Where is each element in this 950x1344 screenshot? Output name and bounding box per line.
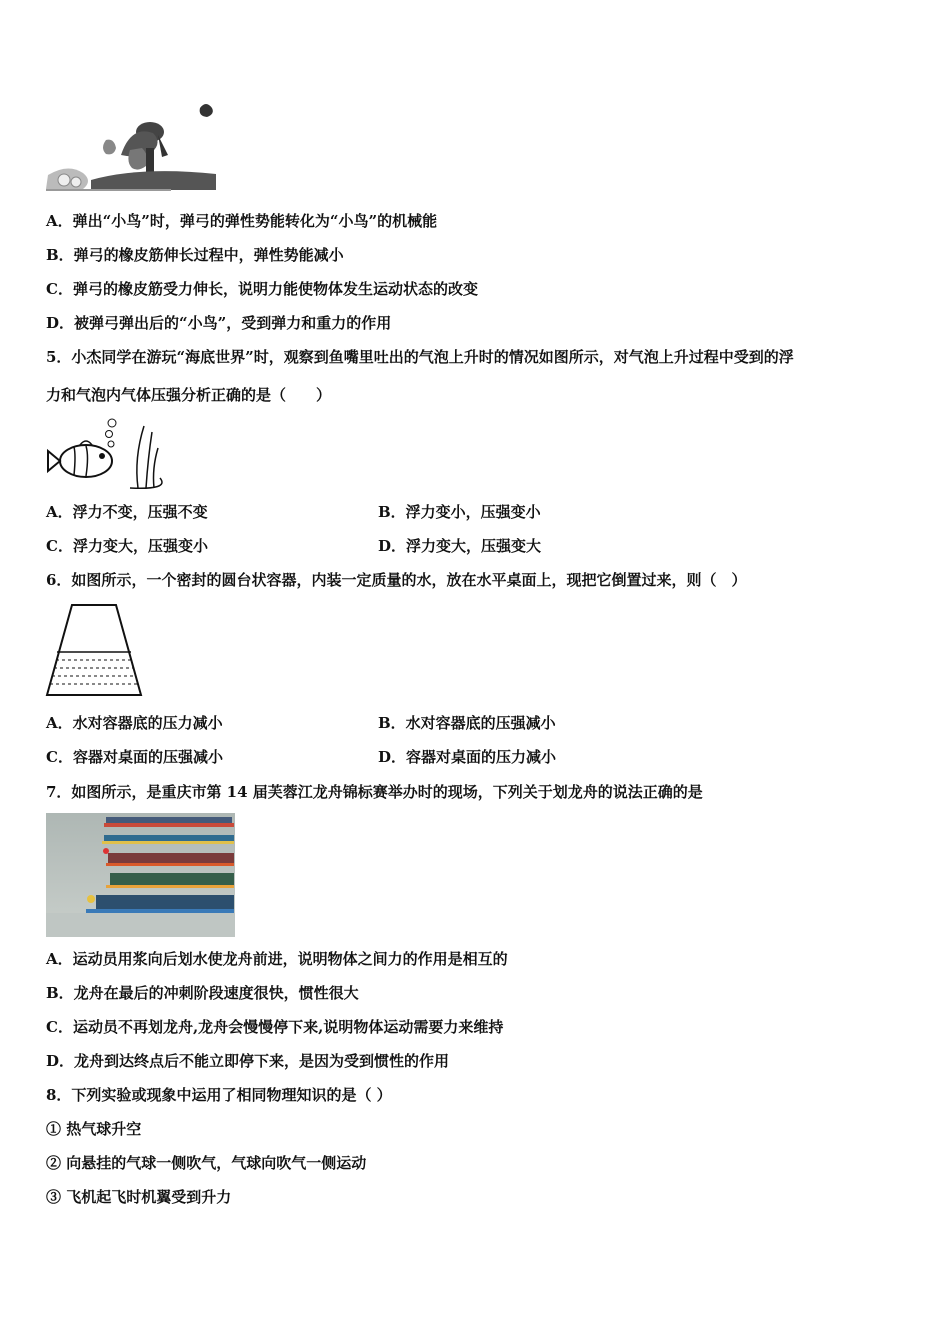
q5-option-b: B．浮力变小，压强变小 — [378, 503, 541, 521]
q4-option-d: D．被弹弓弹出后的“小鸟”，受到弹力和重力的作用 — [46, 314, 392, 332]
dragon-boat-photo — [46, 813, 235, 937]
q7-option-c: C．运动员不再划龙舟,龙舟会慢慢停下来,说明物体运动需要力来维持 — [46, 1018, 504, 1036]
q5-stem-line1: 5．小杰同学在游玩“海底世界”时，观察到鱼嘴里吐出的气泡上升时的情况如图所示，对气泡上升过程中受到的浮 — [46, 348, 794, 366]
q4-option-b: B．弹弓的橡皮筋伸长过程中，弹性势能减小 — [46, 246, 344, 264]
slingshot-figure — [46, 100, 221, 195]
q6-stem: 6．如图所示，一个密封的圆台状容器，内装一定质量的水，放在水平桌面上，现把它倒置过来，则（ ） — [46, 571, 747, 589]
q7-option-a: A．运动员用浆向后划水使龙舟前进，说明物体之间力的作用是相互的 — [46, 950, 508, 968]
q6-option-d: D．容器对桌面的压力减小 — [378, 748, 557, 766]
q5-option-a: A．浮力不变，压强不变 — [46, 503, 208, 521]
q7-option-b: B．龙舟在最后的冲刺阶段速度很快，惯性很大 — [46, 984, 359, 1002]
q5-stem-line2: 力和气泡内气体压强分析正确的是（ ） — [46, 386, 332, 404]
q8-item-1: ① 热气球升空 — [46, 1120, 142, 1138]
q5-option-c: C．浮力变大，压强变小 — [46, 537, 208, 555]
q4-option-a: A．弹出“小鸟”时，弹弓的弹性势能转化为“小鸟”的机械能 — [46, 212, 438, 230]
q6-option-c: C．容器对桌面的压强减小 — [46, 748, 223, 766]
q5-option-d: D．浮力变大，压强变大 — [378, 537, 542, 555]
q7-option-d: D．龙舟到达终点后不能立即停下来，是因为受到惯性的作用 — [46, 1052, 450, 1070]
q6-option-b: B．水对容器底的压强减小 — [378, 714, 556, 732]
q4-option-c: C．弹弓的橡皮筋受力伸长，说明力能使物体发生运动状态的改变 — [46, 280, 478, 298]
fish-bubbles-figure — [46, 418, 166, 490]
frustum-container-figure — [44, 602, 144, 698]
q8-item-3: ③ 飞机起飞时机翼受到升力 — [46, 1188, 232, 1206]
q6-option-a: A．水对容器底的压力减小 — [46, 714, 223, 732]
q8-stem: 8．下列实验或现象中运用了相同物理知识的是（ ） — [46, 1086, 392, 1104]
q7-stem: 7．如图所示，是重庆市第 14 届芙蓉江龙舟锦标赛举办时的现场，下列关于划龙舟的说法正确的是 — [46, 783, 703, 801]
q8-item-2: ② 向悬挂的气球一侧吹气，气球向吹气一侧运动 — [46, 1154, 367, 1172]
